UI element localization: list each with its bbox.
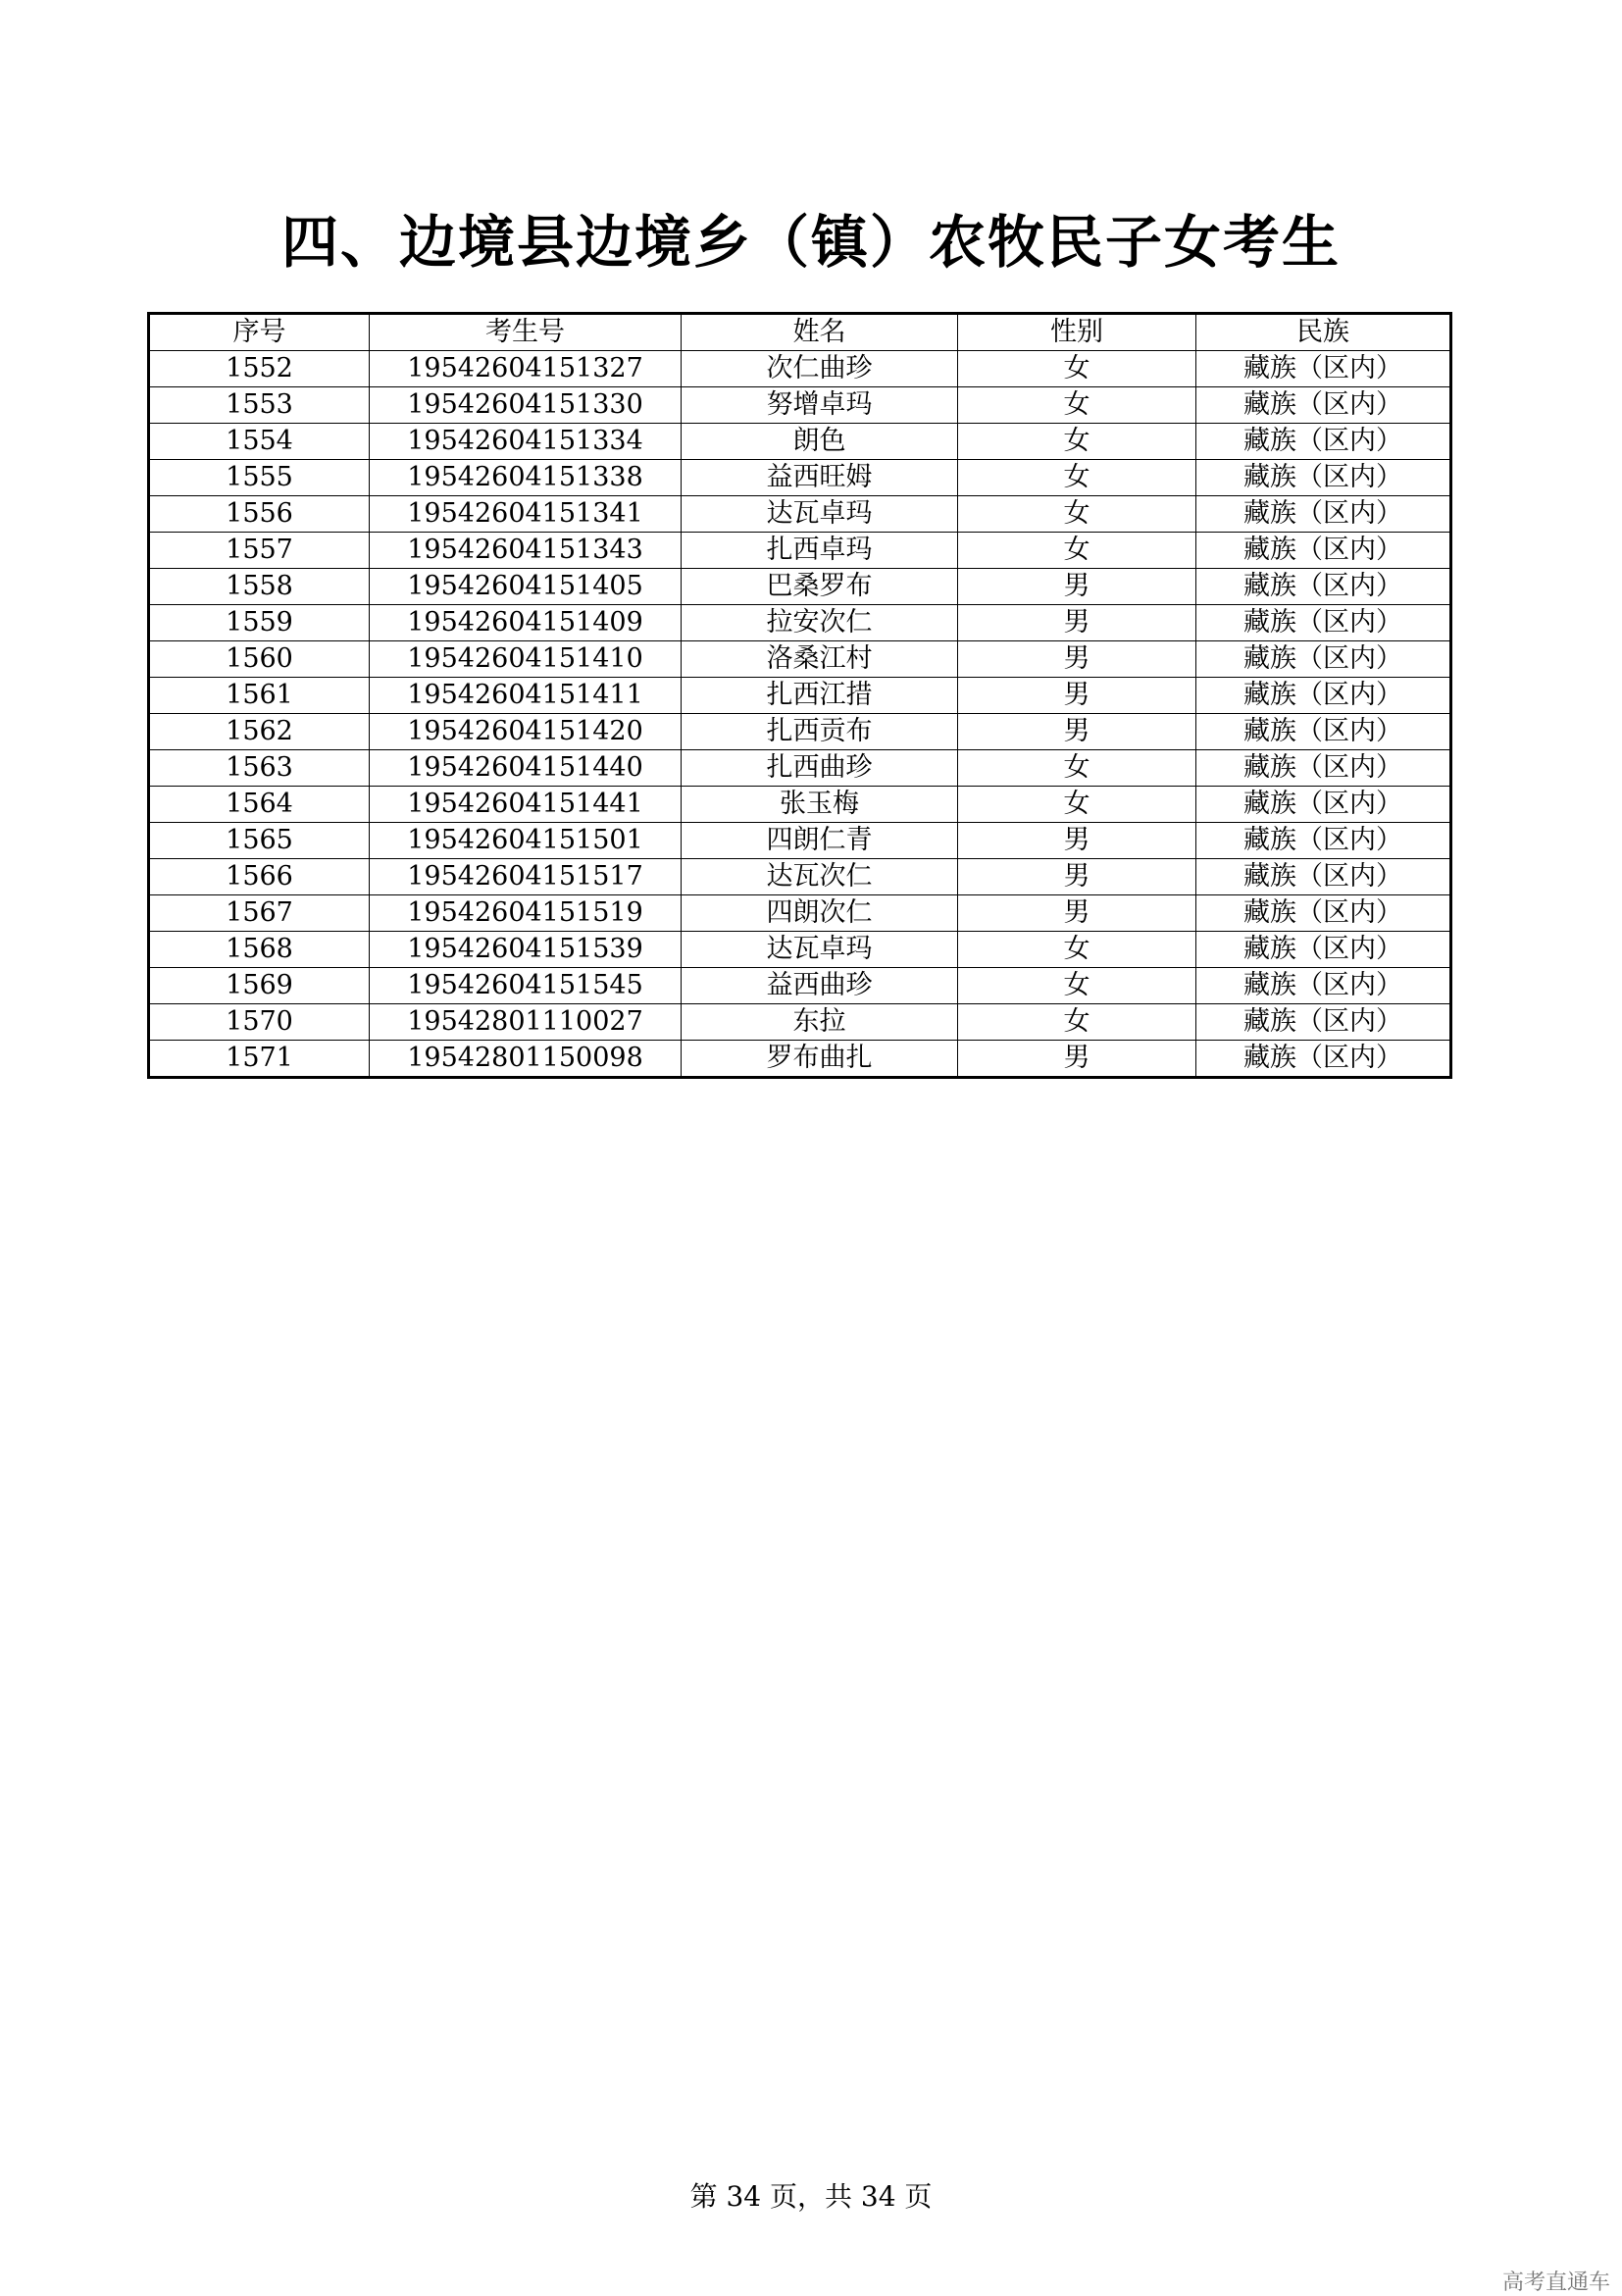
table-cell: 洛桑江村 [682,641,958,678]
page-title: 四、边境县边境乡（镇）农牧民子女考生 [280,209,1341,276]
table-cell: 藏族（区内） [1196,460,1451,496]
table-cell: 1552 [149,351,370,387]
table-header-row [149,314,1451,351]
column-header: 序号 [149,314,370,351]
table-cell: 藏族（区内） [1196,496,1451,533]
table-cell: 19542801150098 [370,1041,682,1078]
table-cell: 1565 [149,823,370,859]
watermark: 高考直通车 [1501,2270,1610,2295]
table-cell: 次仁曲珍 [682,351,958,387]
table-cell: 女 [958,424,1196,460]
table-cell: 达瓦卓玛 [682,932,958,968]
table-row [149,678,1451,714]
table-cell: 19542604151545 [370,968,682,1004]
table-cell: 1566 [149,859,370,895]
table-cell: 男 [958,569,1196,605]
table-cell: 1570 [149,1004,370,1041]
table-cell: 东拉 [682,1004,958,1041]
table-row [149,932,1451,968]
table-cell: 1555 [149,460,370,496]
table-cell: 藏族（区内） [1196,859,1451,895]
table-row [149,714,1451,750]
table-row [149,859,1451,895]
table-cell: 藏族（区内） [1196,1041,1451,1078]
table-body [149,351,1451,1078]
table-cell: 罗布曲扎 [682,1041,958,1078]
table-cell: 男 [958,641,1196,678]
page-footer: 第 34 页，共 34 页 [689,2180,933,2213]
table-cell: 女 [958,351,1196,387]
table-cell: 藏族（区内） [1196,787,1451,823]
table-cell: 19542604151410 [370,641,682,678]
table-cell: 19542604151409 [370,605,682,641]
table-cell: 男 [958,714,1196,750]
table-row [149,569,1451,605]
table-cell: 1571 [149,1041,370,1078]
table-cell: 藏族（区内） [1196,569,1451,605]
table-cell: 女 [958,460,1196,496]
table-cell: 1564 [149,787,370,823]
table-cell: 男 [958,895,1196,932]
table-cell: 女 [958,968,1196,1004]
table-cell: 19542604151330 [370,387,682,424]
table-cell: 藏族（区内） [1196,641,1451,678]
table-cell: 19542604151405 [370,569,682,605]
table-cell: 藏族（区内） [1196,678,1451,714]
table-cell: 19542604151338 [370,460,682,496]
table-cell: 藏族（区内） [1196,895,1451,932]
table-cell: 藏族（区内） [1196,823,1451,859]
table-cell: 19542604151343 [370,533,682,569]
table-cell: 藏族（区内） [1196,750,1451,787]
table-cell: 扎西江措 [682,678,958,714]
table-cell: 张玉梅 [682,787,958,823]
table-cell: 女 [958,750,1196,787]
table-cell: 1563 [149,750,370,787]
table-row [149,787,1451,823]
table-cell: 1568 [149,932,370,968]
table-cell: 19542801110027 [370,1004,682,1041]
table-cell: 19542604151501 [370,823,682,859]
table-cell: 19542604151539 [370,932,682,968]
table-cell: 19542604151341 [370,496,682,533]
table-cell: 达瓦次仁 [682,859,958,895]
table-cell: 扎西贡布 [682,714,958,750]
table-cell: 巴桑罗布 [682,569,958,605]
table-cell: 益西旺姆 [682,460,958,496]
table-cell: 努增卓玛 [682,387,958,424]
table-cell: 1556 [149,496,370,533]
table-cell: 19542604151519 [370,895,682,932]
table-cell: 藏族（区内） [1196,351,1451,387]
table-cell: 男 [958,1041,1196,1078]
table-cell: 19542604151411 [370,678,682,714]
table-cell: 19542604151327 [370,351,682,387]
candidate-table [147,312,1452,1079]
table-cell: 1569 [149,968,370,1004]
table-cell: 19542604151334 [370,424,682,460]
table-row [149,351,1451,387]
table-cell: 1561 [149,678,370,714]
table-cell: 1553 [149,387,370,424]
table-cell: 藏族（区内） [1196,932,1451,968]
table-cell: 藏族（区内） [1196,424,1451,460]
table-cell: 女 [958,1004,1196,1041]
table-cell: 女 [958,932,1196,968]
table-cell: 藏族（区内） [1196,387,1451,424]
table-cell: 达瓦卓玛 [682,496,958,533]
table-cell: 1554 [149,424,370,460]
table-cell: 女 [958,387,1196,424]
table-cell: 四朗仁青 [682,823,958,859]
table-cell: 拉安次仁 [682,605,958,641]
table-cell: 益西曲珍 [682,968,958,1004]
table-cell: 19542604151440 [370,750,682,787]
table-cell: 女 [958,787,1196,823]
table-cell: 藏族（区内） [1196,605,1451,641]
table-row [149,1041,1451,1078]
table-cell: 1567 [149,895,370,932]
table-cell: 藏族（区内） [1196,533,1451,569]
table-row [149,823,1451,859]
table-row [149,968,1451,1004]
table-row [149,496,1451,533]
table-cell: 19542604151517 [370,859,682,895]
table-cell: 藏族（区内） [1196,968,1451,1004]
column-header: 性别 [958,314,1196,351]
column-header: 考生号 [370,314,682,351]
table-row [149,424,1451,460]
table-cell: 19542604151441 [370,787,682,823]
table-cell: 1562 [149,714,370,750]
table-cell: 1557 [149,533,370,569]
table-cell: 男 [958,823,1196,859]
table-cell: 藏族（区内） [1196,1004,1451,1041]
table-cell: 朗色 [682,424,958,460]
table-cell: 女 [958,533,1196,569]
table-row [149,1004,1451,1041]
table-cell: 1558 [149,569,370,605]
table-cell: 男 [958,859,1196,895]
table-row [149,895,1451,932]
table-cell: 藏族（区内） [1196,714,1451,750]
table-row [149,387,1451,424]
table-row [149,641,1451,678]
table-cell: 1560 [149,641,370,678]
table-row [149,750,1451,787]
table-cell: 四朗次仁 [682,895,958,932]
table-row [149,460,1451,496]
table-row [149,533,1451,569]
table-cell: 扎西曲珍 [682,750,958,787]
table-cell: 男 [958,678,1196,714]
table-row [149,605,1451,641]
table-cell: 扎西卓玛 [682,533,958,569]
column-header: 民族 [1196,314,1451,351]
table-cell: 男 [958,605,1196,641]
table-cell: 女 [958,496,1196,533]
table-cell: 1559 [149,605,370,641]
table-cell: 19542604151420 [370,714,682,750]
column-header: 姓名 [682,314,958,351]
